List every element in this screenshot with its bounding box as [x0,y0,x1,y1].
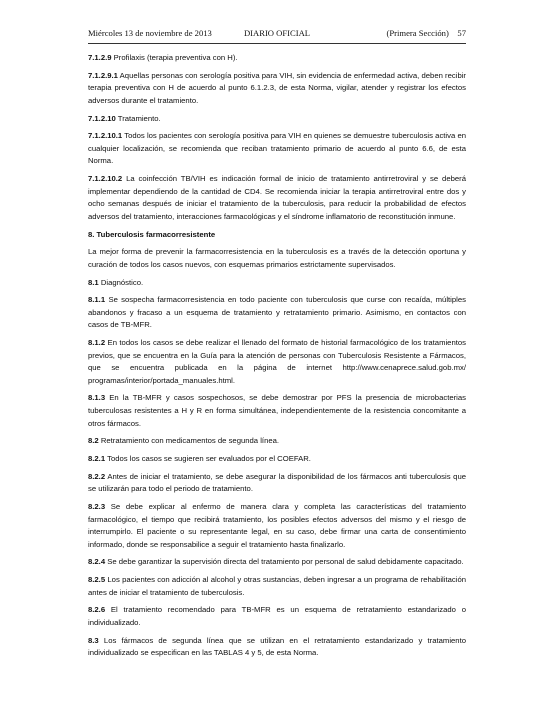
paragraph-number: 7.1.2.10.1 [88,131,123,141]
paragraph [88,337,466,387]
paragraph [88,294,466,332]
header-rule [88,43,466,44]
paragraph-text: Todos los casos se sugieren ser evaluados por el COEFAR. [105,454,311,464]
paragraph [88,246,466,271]
paragraph-text: Diagnóstico. [98,277,144,287]
paragraph [88,130,466,168]
paragraph-text: Tratamiento. [115,113,161,123]
document-body [88,52,466,665]
paragraph-text: La mejor forma de prevenir la farmacorresistencia en la tuberculosis es a través de la detección oportuna y curación de todos los casos nuevos, con esquemas primarios estrictamente supervisados. [88,247,466,269]
paragraph-text: Antes de iniciar el tratamiento, se debe asegurar la disponibilidad de los fármacos anti tuberculosis que se utilizarán para todo el periodo de tratamiento. [88,471,466,494]
paragraph [88,52,466,65]
paragraph-number: 7.1.2.9.1 [88,70,118,80]
paragraph-number: 8.2.4 [88,557,106,567]
paragraph-text: En todos los casos se debe realizar el llenado del formato de historial farmacológico de los tratamientos previos, que se encuentra en la Guía para la atención de personas con Tuberculosis Resistente a Fármacos, que se encuentra publicada en la página de internet http://www.cenaprece.salud.gob.mx/ programas/interior/portada_manuales.html. [88,338,466,385]
header-section: (Primera Sección) [386,28,449,38]
paragraph [88,453,466,466]
paragraph-number: 8.2.3 [88,502,106,512]
paragraph [88,471,466,496]
paragraph-number: 7.1.2.10 [88,113,116,123]
paragraph-number: 7.1.2.10.2 [88,174,123,184]
header-date: Miércoles 13 de noviembre de 2013 [88,28,212,38]
paragraph-number: 8.1.2 [88,338,106,348]
paragraph [88,173,466,223]
paragraph-number: 8.2.5 [88,575,106,585]
paragraph-number: 8.2.2 [88,471,106,481]
paragraph-number: 8.1.1 [88,295,106,305]
paragraph-number: 8.3 [88,635,99,645]
paragraph-text: Profilaxis (terapia preventiva con H). [111,53,238,62]
paragraph [88,604,466,629]
paragraph [88,277,466,290]
paragraph-text: En la TB-MFR y casos sospechosos, se debe demostrar por PFS la presencia de microbacterias tuberculosas resistentes a H y R en forma simultánea, independientemente de la resistencia concomitante a otros fármacos. [88,393,466,428]
header-page-number: 57 [457,28,466,38]
paragraph [88,635,466,660]
paragraph-text: Los fármacos de segunda línea que se utilizan en el retratamiento estandarizado y tratamiento individualizado se especifican en las TABLAS 4 y 5, de esta Norma. [88,635,466,658]
paragraph-text: Se sospecha farmacorresistencia en todo paciente con tuberculosis que curse con recaída, múltiples abandonos y fracaso a un esquema de tratamiento y retratamiento primario. Asimismo, en contactos con casos de TB-MFR. [88,295,466,330]
paragraph-text: La coinfección TB/VIH es indicación formal de inicio de tratamiento antirretroviral y se deberá implementar dependiendo de la cantidad de CD4. Se recomienda iniciar la terapia antirretroviral entre dos y ocho semanas después de iniciar el tratamiento de la tuberculosis, para reducir la probabilidad de efectos adversos del tratamiento, interacciones farmacológicas y el síndrome inflamatorio de reconstitución inmune. [88,174,466,221]
paragraph-number: 8.2.1 [88,454,106,464]
paragraph-number: 7.1.2.9 [88,53,112,62]
paragraph [88,392,466,430]
paragraph [88,574,466,599]
page-header [88,28,466,42]
paragraph-text: Retratamiento con medicamentos de segunda línea. [98,436,280,446]
paragraph [88,70,466,108]
paragraph [88,556,466,569]
paragraph-text: Aquellas personas con serología positiva para VIH, sin evidencia de enfermedad activa, deben recibir terapia preventiva con H de acuerdo al punto 6.1.2.3, de esta Norma, vigilar, atender y registrar los efectos adversos durante el tratamiento. [88,70,466,105]
paragraph [88,501,466,551]
paragraph-number: 8.1.3 [88,393,106,403]
paragraph-text: El tratamiento recomendado para TB-MFR es un esquema de retratamiento estandarizado o individualizado. [88,605,466,627]
paragraph [88,435,466,448]
header-publication: DIARIO OFICIAL [243,28,311,38]
paragraph [88,113,466,126]
header-section-page [387,28,466,38]
paragraph-number: 8.1 [88,277,99,287]
paragraph-text: Los pacientes con adicción al alcohol y otras sustancias, deben ingresar a un programa de rehabilitación antes de iniciar el tratamiento de tuberculosis. [88,575,466,597]
paragraph-text: Todos los pacientes con serología positiva para VIH en quienes se demuestre tuberculosis activa en cualquier localización, se recomienda que reciban tratamiento primario de acuerdo al punto 6.6, de esta Norma. [88,131,466,166]
paragraph-text: Se debe garantizar la supervisión directa del tratamiento por personal de salud debidamente capacitado. [105,557,464,567]
paragraph-number: 8.2.6 [88,605,106,615]
paragraph-text: Se debe explicar al enfermo de manera clara y completa las características del tratamiento farmacológico, el tiempo que recibirá tratamiento, los posibles efectos adversos del mismo y el riesgo de interrumpirlo. El paciente o su representante legal, en su caso, debe firmar una carta de consentimiento informado, donde se responsabilice a seguir el tratamiento hasta finalizarlo. [88,502,466,549]
section-heading: 8. Tuberculosis farmacorresistente [88,229,216,239]
paragraph-number: 8.2 [88,436,99,446]
